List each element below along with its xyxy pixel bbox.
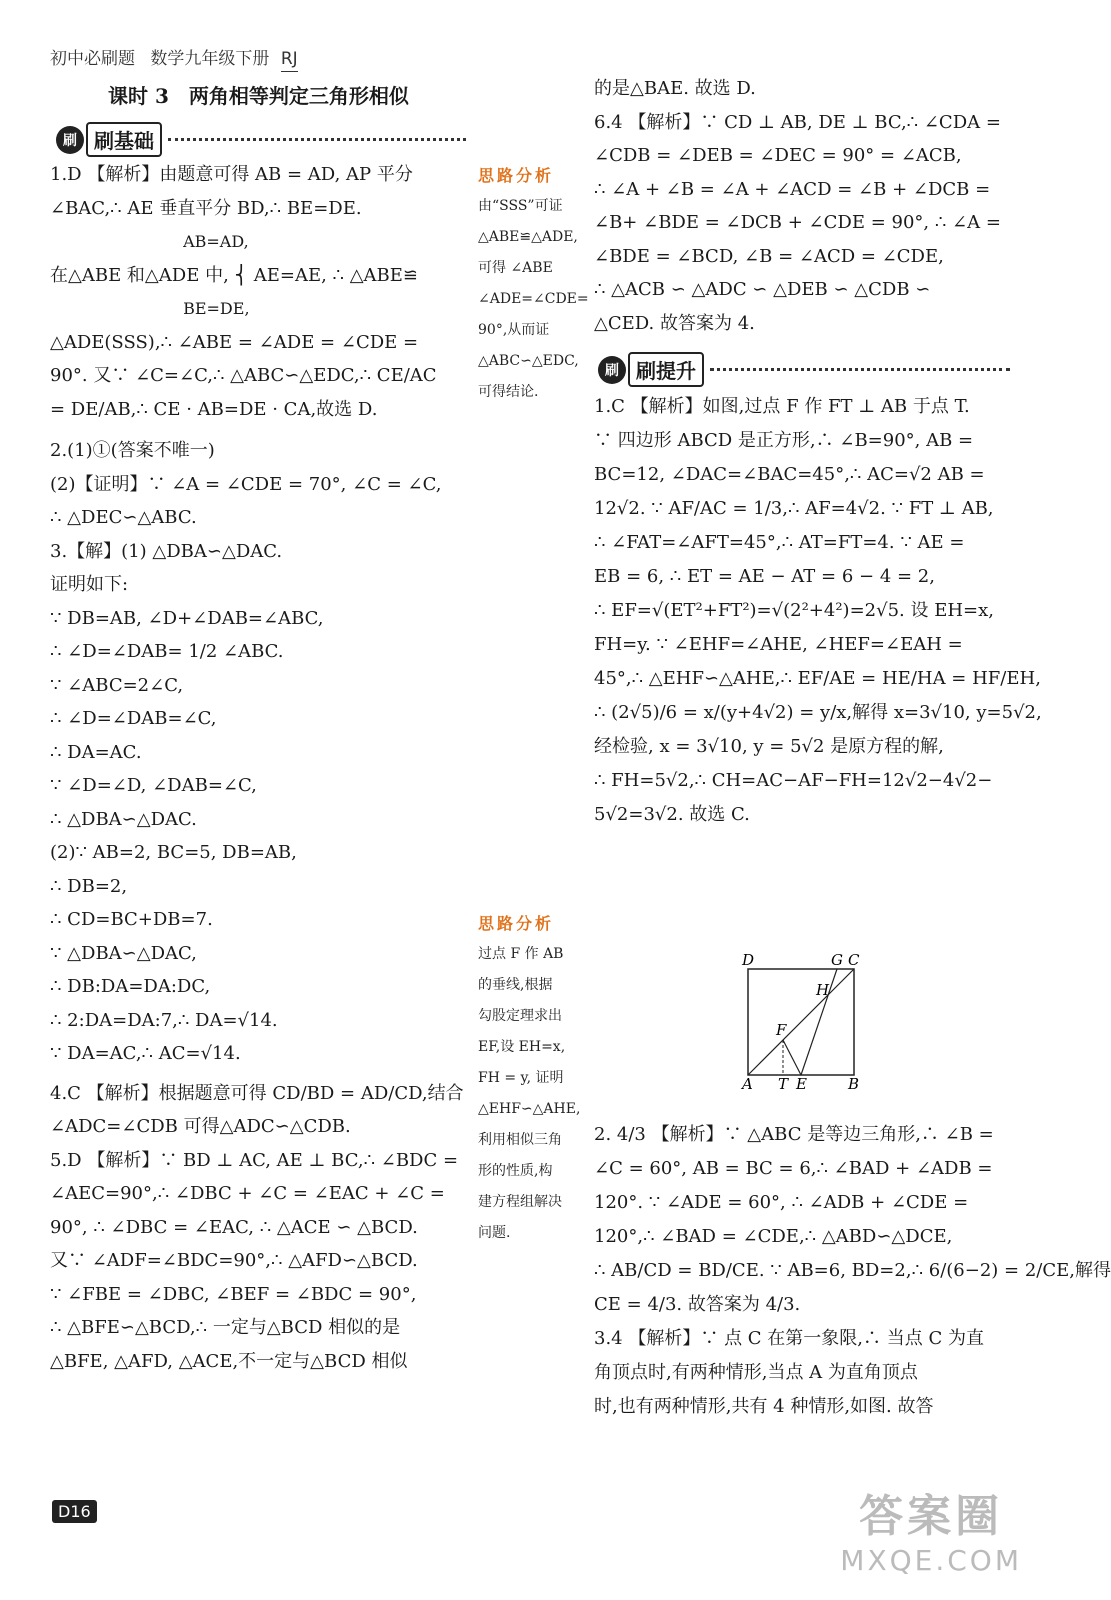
line: ∴ △ACB ∽ △ADC ∽ △DEB ∽ △CDB ∽ xyxy=(594,279,931,300)
line: 5√2=3√2. 故选 C. xyxy=(594,804,750,825)
line: (2)【证明】∵ ∠A = ∠CDE = 70°, ∠C = ∠C, xyxy=(50,473,442,495)
label-g: G xyxy=(831,951,843,969)
line: BE=DE, xyxy=(50,299,250,318)
lesson-title: 课时 3 两角相等判定三角形相似 xyxy=(108,84,409,108)
line: = DE/AB,∴ CE · AB=DE · CA,故选 D. xyxy=(50,398,378,420)
side-note-line: 90°,从而证 xyxy=(478,322,550,338)
line: ∵ ∠ABC=2∠C, xyxy=(50,674,184,696)
line: ∠CDB = ∠DEB = ∠DEC = 90° = ∠ACB, xyxy=(594,145,962,166)
section-advanced-header xyxy=(598,352,704,387)
line: FH=y. ∵ ∠EHF=∠AHE, ∠HEF=∠EAH = xyxy=(594,634,963,655)
line: △BFE, △AFD, △ACE,不一定与△BCD 相似 xyxy=(50,1350,408,1372)
line: ∴ △DBA∽△DAC. xyxy=(50,808,197,830)
side-note-line: 形的性质,构 xyxy=(478,1163,553,1179)
side-note-analysis-1 xyxy=(478,160,589,408)
watermark-top: 答案圈 xyxy=(859,1491,1004,1542)
line: ∠C = 60°, AB = BC = 6,∴ ∠BAD + ∠ADB = xyxy=(594,1158,993,1179)
line: ∴ △BFE∽△BCD,∴ 一定与△BCD 相似的是 xyxy=(50,1317,401,1338)
line: ∴ EF=√(ET²+FT²)=√(2²+4²)=2√5. 设 EH=x, xyxy=(594,600,994,621)
side-note-line: △ABC∽△EDC, xyxy=(478,353,579,369)
label-b: B xyxy=(848,1075,860,1093)
line: 3.【解】(1) △DBA∽△DAC. xyxy=(50,540,283,562)
right-column-bottom xyxy=(594,1118,1111,1424)
line: 证明如下: xyxy=(50,574,129,595)
line: 时,也有两种情形,共有 4 种情形,如图. 故答 xyxy=(594,1396,934,1417)
left-column xyxy=(50,158,470,1378)
line: 1.D 【解析】由题意可得 AB = AD, AP 平分 xyxy=(50,164,413,185)
line: BC=12, ∠DAC=∠BAC=45°,∴ AC=√2 AB = xyxy=(594,464,985,485)
line: ∴ ∠D=∠DAB= 1/2 ∠ABC. xyxy=(50,641,284,662)
line: ∴ 2:DA=DA:7,∴ DA=√14. xyxy=(50,1009,278,1031)
line: 1.C 【解析】如图,过点 F 作 FT ⊥ AB 于点 T. xyxy=(594,396,970,417)
line: 2. 4/3 【解析】∵ △ABC 是等边三角形,∴ ∠B = xyxy=(594,1124,994,1145)
section-advanced-title: 刷提升 xyxy=(628,352,704,387)
side-note-line: 过点 F 作 AB xyxy=(478,946,564,962)
square-figure-svg xyxy=(740,951,870,1095)
label-h: H xyxy=(816,981,830,999)
label-c: C xyxy=(848,951,860,969)
side-note-line: 建方程组解决 xyxy=(478,1194,562,1210)
line: ∴ △DEC∽△ABC. xyxy=(50,507,197,528)
side-note-line: ∠ADE=∠CDE= xyxy=(478,291,589,307)
line: ∠BDE = ∠BCD, ∠B = ∠ACD = ∠CDE, xyxy=(594,245,944,267)
page-header xyxy=(50,44,298,69)
side-note-line: 利用相似三角 xyxy=(478,1132,562,1148)
section-badge-icon: 刷 xyxy=(56,126,84,154)
label-t: T xyxy=(778,1075,789,1093)
line: 90°. 又∵ ∠C=∠C,∴ △ABC∽△EDC,∴ CE/AC xyxy=(50,365,437,386)
line: ∴ DB:DA=DA:DC, xyxy=(50,976,211,997)
line: ∴ FH=5√2,∴ CH=AC−AF−FH=12√2−4√2− xyxy=(594,770,993,791)
line: ∵ ∠FBE = ∠DBC, ∠BEF = ∠BDC = 90°, xyxy=(50,1283,417,1305)
line: ∴ DA=AC. xyxy=(50,741,142,763)
side-note-line: △EHF∽△AHE, xyxy=(478,1101,581,1117)
diagonal-ac xyxy=(748,969,854,1075)
line: 120°. ∵ ∠ADE = 60°, ∴ ∠ADB + ∠CDE = xyxy=(594,1192,969,1213)
line: △CED. 故答案为 4. xyxy=(594,312,755,334)
label-f: F xyxy=(776,1021,787,1039)
line: (2)∵ AB=2, BC=5, DB=AB, xyxy=(50,842,297,863)
line: CE = 4/3. 故答案为 4/3. xyxy=(594,1294,801,1315)
right-column-top xyxy=(594,72,1014,340)
line: ∴ ∠FAT=∠AFT=45°,∴ AT=FT=4. ∵ AE = xyxy=(594,532,965,553)
book-name: 初中必刷题 xyxy=(50,49,135,69)
subject: 数学九年级下册 xyxy=(150,49,270,69)
side-note-line: △ABE≌△ADE, xyxy=(478,229,578,245)
divider xyxy=(168,138,466,141)
line: ∠AEC=90°,∴ ∠DBC + ∠C = ∠EAC + ∠C = xyxy=(50,1183,445,1204)
line: 3.4 【解析】∵ 点 C 在第一象限,∴ 当点 C 为直 xyxy=(594,1328,984,1349)
line: ∴ CD=BC+DB=7. xyxy=(50,909,213,930)
line: 4.C 【解析】根据题意可得 CD/BD = AD/CD,结合 xyxy=(50,1082,464,1104)
divider xyxy=(710,368,1010,371)
side-note-line: 由“SSS”可证 xyxy=(478,198,563,214)
watermark xyxy=(840,1480,1022,1577)
line: ∴ ∠A + ∠B = ∠A + ∠ACD = ∠B + ∠DCB = xyxy=(594,178,991,200)
side-note-title: 思路分析 xyxy=(478,166,555,185)
line: 90°, ∴ ∠DBC = ∠EAC, ∴ △ACE ∽ △BCD. xyxy=(50,1216,418,1238)
section-basic-header xyxy=(56,122,162,157)
section-basic-title: 刷基础 xyxy=(86,122,162,157)
side-note-analysis-2 xyxy=(478,908,582,1249)
line: 角顶点时,有两种情形,当点 A 为直角顶点 xyxy=(594,1362,918,1383)
segment-fe xyxy=(783,1040,801,1075)
page-number: D16 xyxy=(52,1500,97,1523)
side-note-line: EF,设 EH=x, xyxy=(478,1039,566,1055)
line: ∠BAC,∴ AE 垂直平分 BD,∴ BE=DE. xyxy=(50,197,362,219)
line: 经检验, x = 3√10, y = 5√2 是原方程的解, xyxy=(594,736,944,757)
line: ∵ 四边形 ABCD 是正方形,∴ ∠B=90°, AB = xyxy=(594,430,974,451)
side-note-line: 可得 ∠ABE xyxy=(478,260,553,276)
label-a: A xyxy=(742,1075,753,1093)
side-note-line: 可得结论. xyxy=(478,384,539,400)
line: ∴ (2√5)/6 = x/(y+4√2) = y/x,解得 x=3√10, y=5√2, xyxy=(594,702,1042,723)
line: 在△ABE 和△ADE 中, ⎨ AE=AE, ∴ △ABE≌ xyxy=(50,264,418,286)
line: ∠B+ ∠BDE = ∠DCB + ∠CDE = 90°, ∴ ∠A = xyxy=(594,212,1001,233)
line: 12√2. ∵ AF/AC = 1/3,∴ AF=4√2. ∵ FT ⊥ AB, xyxy=(594,498,994,519)
label-d: D xyxy=(742,951,755,969)
line: ∴ DB=2, xyxy=(50,875,128,897)
line: 5.D 【解析】∵ BD ⊥ AC, AE ⊥ BC,∴ ∠BDC = xyxy=(50,1149,459,1171)
square-figure xyxy=(740,951,870,1099)
line: 的是△BAE. 故选 D. xyxy=(594,78,756,99)
side-note-line: 的垂线,根据 xyxy=(478,977,553,993)
line: ∴ AB/CD = BD/CE. ∵ AB=6, BD=2,∴ 6/(6−2) = 2/CE,解得 xyxy=(594,1260,1111,1281)
line: EB = 6, ∴ ET = AE − AT = 6 − 4 = 2, xyxy=(594,566,935,587)
line: ∵ △DBA∽△DAC, xyxy=(50,942,197,964)
right-column-advanced xyxy=(594,390,1042,832)
line: 2.(1)①(答案不唯一) xyxy=(50,440,215,461)
line: 6.4 【解析】∵ CD ⊥ AB, DE ⊥ BC,∴ ∠CDA = xyxy=(594,111,1001,133)
side-note-title: 思路分析 xyxy=(478,914,555,933)
line: △ADE(SSS),∴ ∠ABE = ∠ADE = ∠CDE = xyxy=(50,331,419,353)
section-badge-icon: 刷 xyxy=(598,356,626,384)
line: ∴ ∠D=∠DAB=∠C, xyxy=(50,708,217,729)
line: 又∵ ∠ADF=∠BDC=90°,∴ △AFD∽△BCD. xyxy=(50,1250,418,1271)
side-note-line: 问题. xyxy=(478,1225,511,1241)
side-note-line: FH = y, 证明 xyxy=(478,1070,564,1086)
edition: RJ xyxy=(281,49,298,72)
label-e: E xyxy=(796,1075,807,1093)
line: ∠ADC=∠CDB 可得△ADC∽△CDB. xyxy=(50,1116,351,1137)
line: ∵ ∠D=∠D, ∠DAB=∠C, xyxy=(50,775,257,796)
line: 45°,∴ △EHF∽△AHE,∴ EF/AE = HE/HA = HF/EH, xyxy=(594,668,1041,689)
side-note-line: 勾股定理求出 xyxy=(478,1008,562,1024)
watermark-bottom: MXQE.COM xyxy=(840,1544,1022,1577)
line: AB=AD, xyxy=(50,232,249,251)
line: 120°,∴ ∠BAD = ∠CDE,∴ △ABD∽△DCE, xyxy=(594,1226,953,1247)
line: ∵ DA=AC,∴ AC=√14. xyxy=(50,1043,241,1064)
line: ∵ DB=AB, ∠D+∠DAB=∠ABC, xyxy=(50,607,324,629)
